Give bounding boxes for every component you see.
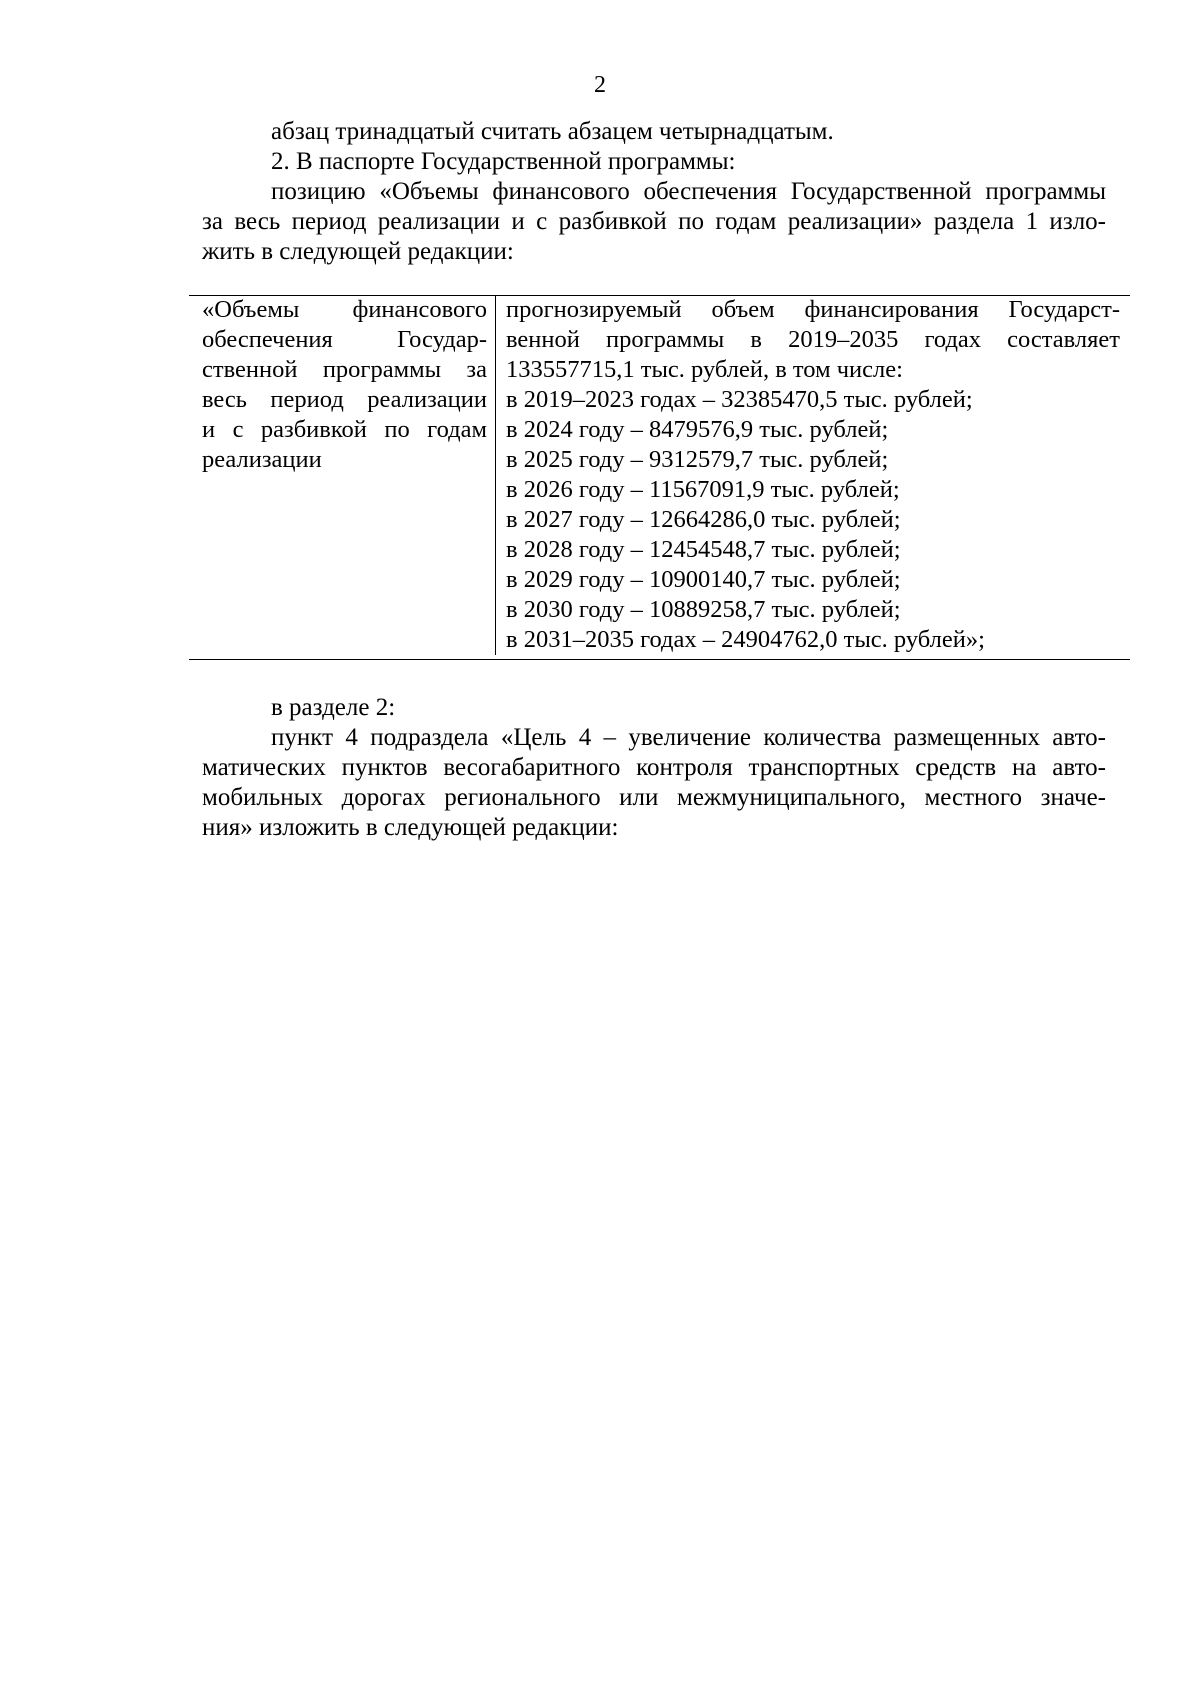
- right-cell-line: 133557715,1 тыс. рублей, в том числе:: [506, 356, 903, 383]
- left-cell-line: реализации: [202, 446, 322, 473]
- right-cell-line: в 2024 году – 8479576,9 тыс. рублей;: [506, 416, 889, 443]
- left-cell-line: «Объемы финансового: [202, 296, 487, 323]
- right-cell-line: в 2026 году – 11567091,9 тыс. рублей;: [506, 476, 900, 503]
- intro-line-3: позицию «Объемы финансового обеспечения Государственной программы: [271, 178, 1106, 205]
- intro-line-4: за весь период реализации и с разбивкой по годам реализации» раздела 1 изло-: [202, 208, 1106, 235]
- financing-table: [189, 295, 1130, 655]
- section2-line-1: в разделе 2:: [271, 694, 396, 721]
- right-cell-line: в 2027 году – 12664286,0 тыс. рублей;: [506, 506, 901, 533]
- right-cell-line: в 2019–2023 годах – 32385470,5 тыс. рублей;: [506, 386, 973, 413]
- section2-block: [202, 693, 1106, 843]
- intro-block: [202, 117, 1106, 267]
- right-cell-line: прогнозируемый объем финансирования Государст-: [506, 296, 1120, 323]
- left-cell-line: ственной программы за: [202, 356, 487, 383]
- section2-line-2: пункт 4 подраздела «Цель 4 – увеличение количества размещенных авто-: [271, 724, 1106, 751]
- right-cell-line: венной программы в 2019–2035 годах составляет: [506, 326, 1120, 353]
- right-cell-line: в 2030 году – 10889258,7 тыс. рублей;: [506, 596, 901, 623]
- table-right-cell: [496, 295, 1131, 655]
- left-cell-line: и с разбивкой по годам: [202, 416, 487, 443]
- left-cell-line: весь период реализации: [202, 386, 487, 413]
- table-bottom-rule: [189, 659, 1130, 660]
- intro-line-1: абзац тринадцатый считать абзацем четырнадцатым.: [271, 118, 834, 145]
- table-row: [189, 295, 1130, 655]
- right-cell-line: в 2028 году – 12454548,7 тыс. рублей;: [506, 536, 901, 563]
- intro-line-2: 2. В паспорте Государственной программы:: [271, 148, 736, 175]
- page-number: 2: [594, 72, 606, 98]
- section2-line-4: мобильных дорогах регионального или межмуниципального, местного значе-: [202, 784, 1106, 811]
- intro-line-5: жить в следующей редакции:: [202, 238, 514, 265]
- right-cell-line: в 2031–2035 годах – 24904762,0 тыс. рублей»;: [506, 626, 985, 653]
- section2-line-3: матических пунктов весогабаритного контроля транспортных средств на авто-: [202, 754, 1106, 781]
- section2-line-5: ния» изложить в следующей редакции:: [202, 814, 619, 841]
- table-left-cell: [189, 295, 496, 655]
- right-cell-line: в 2025 году – 9312579,7 тыс. рублей;: [506, 446, 889, 473]
- left-cell-line: обеспечения Государ-: [202, 326, 487, 353]
- right-cell-line: в 2029 году – 10900140,7 тыс. рублей;: [506, 566, 901, 593]
